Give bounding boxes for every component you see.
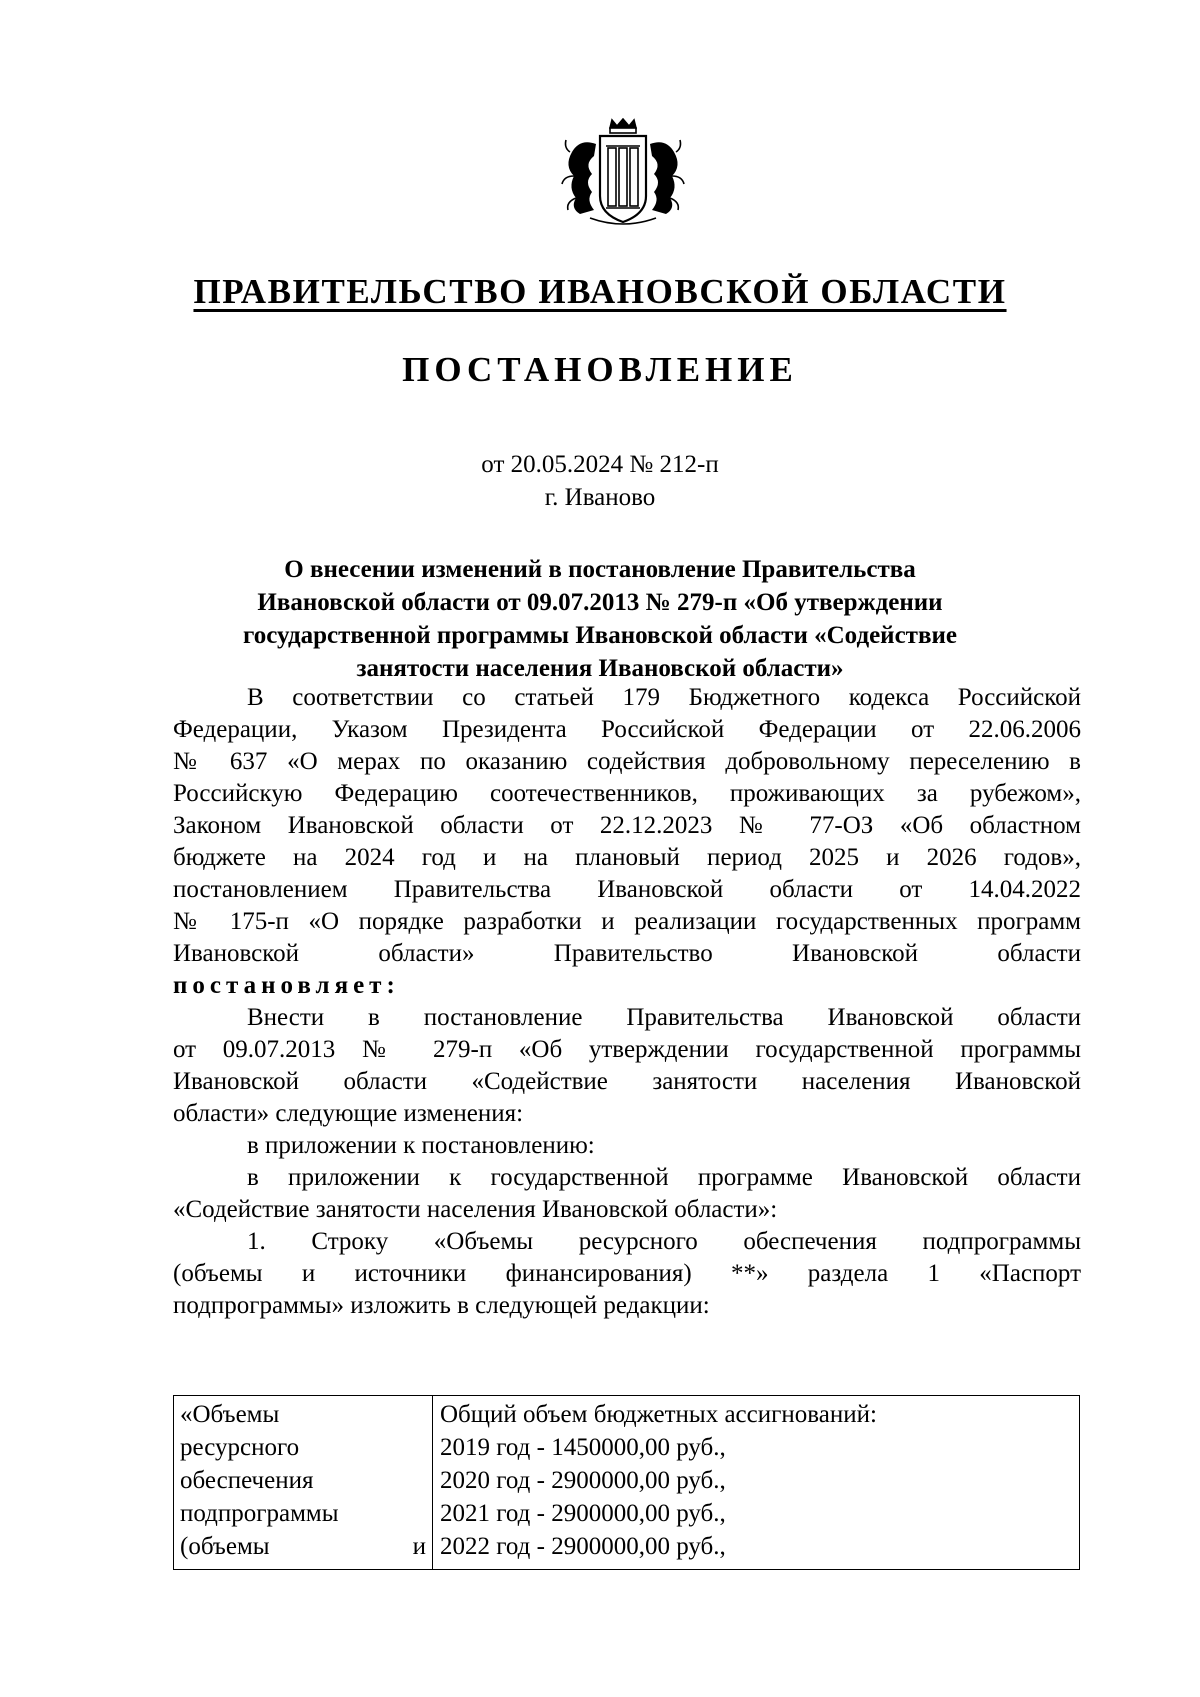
body-line: Российскую Федерацию соотечественников, проживающих за рубежом», — [173, 780, 1081, 807]
table-cell-line: ресурсного — [180, 1434, 300, 1461]
table-cell-value — [440, 1398, 1070, 1563]
table-cell-line: Общий объем бюджетных ассигнований: — [440, 1401, 877, 1428]
body-line: подпрограммы» изложить в следующей редакции: — [173, 1292, 710, 1319]
table-cell-label — [180, 1398, 426, 1563]
body-line: (объемы и источники финансирования) **» раздела 1 «Паспорт — [173, 1260, 1081, 1287]
table-cell-line: (объемы и — [180, 1533, 426, 1560]
body-line: области» следующие изменения: — [173, 1100, 524, 1127]
table-cell-line: 2020 год - 2900000,00 руб., — [440, 1467, 726, 1494]
table-cell-line: обеспечения — [180, 1467, 314, 1494]
body-line: бюджете на 2024 год и на плановый период 2025 и 2026 годов», — [173, 844, 1081, 871]
body-line: № 175-п «О порядке разработки и реализации государственных программ — [173, 908, 1081, 935]
body-line: «Содействие занятости населения Ивановской области»: — [173, 1196, 778, 1223]
table-cell-line: 2021 год - 2900000,00 руб., — [440, 1500, 726, 1527]
date-number: от 20.05.2024 № 212-п — [481, 451, 719, 478]
coat-of-arms-icon — [560, 118, 686, 230]
decree-word: постановляет: — [173, 972, 400, 999]
government-title: ПРАВИТЕЛЬСТВО ИВАНОВСКОЙ ОБЛАСТИ — [193, 272, 1007, 311]
table-cell-line: подпрограммы — [180, 1500, 339, 1527]
body-line: 1. Строку «Объемы ресурсного обеспечения подпрограммы — [247, 1228, 1081, 1255]
table-cell-line: «Объемы — [180, 1401, 280, 1428]
subject-line: Ивановской области от 09.07.2013 № 279-п «Об утверждении — [257, 589, 943, 616]
body-line: Ивановской области» Правительство Ивановской области — [173, 940, 1081, 967]
table-cell-line: 2019 год - 1450000,00 руб., — [440, 1434, 726, 1461]
subject-line: государственной программы Ивановской области «Содействие — [243, 622, 957, 649]
document-type: ПОСТАНОВЛЕНИЕ — [402, 350, 798, 389]
body-line: Ивановской области «Содействие занятости населения Ивановской — [173, 1068, 1081, 1095]
body-line: Внести в постановление Правительства Ивановской области — [247, 1004, 1081, 1031]
body-line: № 637 «О мерах по оказанию содействия добровольному переселению в — [173, 748, 1081, 775]
resources-table — [173, 1395, 1080, 1570]
document-subject — [200, 553, 1000, 685]
body-line: постановлением Правительства Ивановской области от 14.04.2022 — [173, 876, 1081, 903]
subject-line: О внесении изменений в постановление Правительства — [284, 556, 916, 583]
body-line: В соответствии со статьей 179 Бюджетного кодекса Российской — [247, 684, 1081, 711]
table-cell-line: 2022 год - 2900000,00 руб., — [440, 1533, 726, 1560]
city: г. Иваново — [544, 484, 656, 511]
body-line: в приложении к государственной программе Ивановской области — [247, 1164, 1081, 1191]
body-line: Федерации, Указом Президента Российской Федерации от 22.06.2006 — [173, 716, 1081, 743]
body-line: от 09.07.2013 № 279-п «Об утверждении государственной программы — [173, 1036, 1081, 1063]
body-line: в приложении к постановлению: — [247, 1132, 595, 1159]
subject-line: занятости населения Ивановской области» — [356, 655, 844, 682]
body-line: Законом Ивановской области от 22.12.2023 № 77-ОЗ «Об областном — [173, 812, 1081, 839]
table-column-divider — [432, 1396, 433, 1569]
